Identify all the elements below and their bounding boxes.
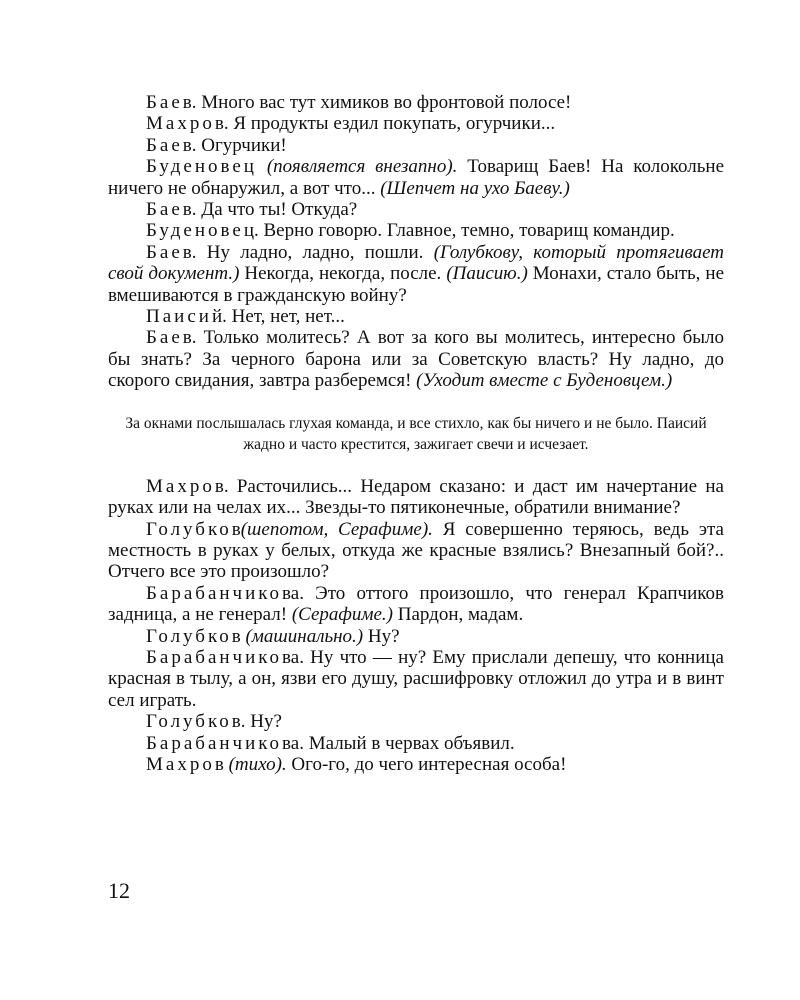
dialogue-paragraph [108,733,724,754]
speech-text: Пардон, мадам. [393,604,524,626]
dialogue-paragraph [108,242,724,306]
speaker-name-end: в [182,327,192,349]
speaker-name: Паиси [146,306,212,328]
dialogue-paragraph [108,113,724,134]
speaker-name-end: в [182,134,192,156]
speaker-name: Бае [146,92,183,113]
stage-remark: (машинально.) [245,625,364,647]
dialogue-paragraph [108,327,724,391]
speaker-name-end: ц [243,220,254,242]
dialogue-paragraph [108,306,724,327]
speaker-name-end: ва [282,646,300,668]
dialogue-paragraph [108,135,724,156]
book-page [108,92,724,775]
speech-text: Я совершенно теряюсь, ведь эта местность в руках у белых, откуда же красные взялись? Внезапный бой?.. Отчего все это произошло? [108,518,724,583]
speech-text: . Да что ты! Откуда? [191,199,358,221]
speech-text: . Ну ладно, ладно, пошли. [191,241,434,263]
page-number: 12 [108,878,130,903]
dialogue-paragraph [108,647,724,711]
speaker-name-end: в [231,518,241,540]
dialogue-paragraph [108,92,724,113]
speaker-name: Барабанчико [146,732,283,754]
dialogue-paragraph [108,220,724,241]
stage-remark: (появляется внезапно). [266,156,458,178]
speech-text: . Только молитесь? А вот за кого вы молитесь, интересно было бы знать? За черного барона или за Советскую власть? Ну ладно, до скорого свидания, завтра разберемся! [108,327,724,392]
speaker-name: Бае [146,199,183,221]
speaker-name: Барабанчико [146,646,283,668]
speaker-name-end: в [214,113,224,135]
speaker-name: Голубко [146,711,232,733]
speaker-name-end: в [231,711,241,733]
speech-text: . Нет, нет, нет... [222,306,345,328]
dialogue-paragraph [108,199,724,220]
dialogue-paragraph [108,711,724,732]
speaker-name: Бае [146,241,183,263]
dialogue-block-bottom [108,476,724,776]
speaker-name: Буденовец [146,156,257,178]
speaker-name: Голубко [146,518,232,540]
speaker-name-end: в [182,92,192,113]
stage-remark: (Серафиме.) [291,604,394,626]
speaker-name-end: й [211,306,223,328]
speech-text: . Малый в червах объявил. [299,732,515,754]
speaker-name: Бае [146,327,183,349]
speech-text: . Много вас тут химиков во фронтовой полосе! [191,92,572,113]
speaker-name: Махро [146,475,215,497]
speech-text: Ну? [363,625,400,647]
stage-remark: (Уходит вместе с Буденовцем.) [416,370,673,392]
speaker-name: Бае [146,134,183,156]
speaker-name-end: в [214,475,224,497]
dialogue-paragraph [108,476,724,519]
speech-text: . Ну? [240,711,282,733]
dialogue-paragraph [108,519,724,583]
stage-remark: (тихо). [228,753,287,775]
speech-text: Ого-го, до чего интересная особа! [286,753,567,775]
speech-text: . Ну что — ну? Ему прислали депешу, что конница красная в тылу, а он, язви его душу, расшифровку отложил до утра и в винт сел играть. [108,646,724,711]
speaker-name: Голубко [146,625,232,647]
speaker-name: Махро [146,113,215,135]
stage-remark: (Голубкову, который протягивает свой документ.) [108,241,725,285]
speaker-name-end: ва [282,582,300,604]
speech-text: . Это оттого произошло, что генерал Крапчиков задница, а не генерал! [108,582,724,626]
speech-text: Товарищ Баев! На колокольне ничего не обнаружил, а вот что... [108,156,725,199]
dialogue-block-top [108,92,724,392]
speaker-name-end: в [214,753,224,775]
speaker-name: Барабанчико [146,582,283,604]
speaker-name: Махро [146,753,215,775]
dialogue-paragraph [108,156,724,199]
speaker-name-end: ва [282,732,300,754]
dialogue-paragraph [108,583,724,626]
dialogue-paragraph [108,754,724,775]
speech-text: . Верно говорю. Главное, темно, товарищ командир. [253,220,675,242]
stage-remark: (Паисию.) [446,263,528,285]
speaker-name-end: в [182,199,192,221]
speech-text: . Я продукты ездил покупать, огурчики... [223,113,556,135]
stage-remark: (Шепчет на ухо Баеву.) [380,177,570,199]
dialogue-paragraph [108,626,724,647]
speaker-name: Буденове [146,220,244,242]
speech-text: Некогда, некогда, после. [239,263,447,285]
speech-text: . Расточились... Недаром сказано: и даст им начертание на руках или на челах их... Звезды-то пятиконечные, обратили внимание? [108,475,724,519]
stage-direction: За окнами послышалась глухая команда, и все стихло, как бы ничего и не было. Паисий жадно и часто крестится, зажигает свечи и исчезает. [125,414,707,453]
speech-text: Монахи, стало быть, не вмешиваются в гражданскую войну? [108,263,725,306]
speaker-name-end: в [182,241,192,263]
speaker-name-end: в [231,625,241,647]
speech-text [257,156,267,177]
speech-text: . Огурчики! [191,134,287,156]
stage-remark: (шепотом, Серафиме). [240,518,433,540]
